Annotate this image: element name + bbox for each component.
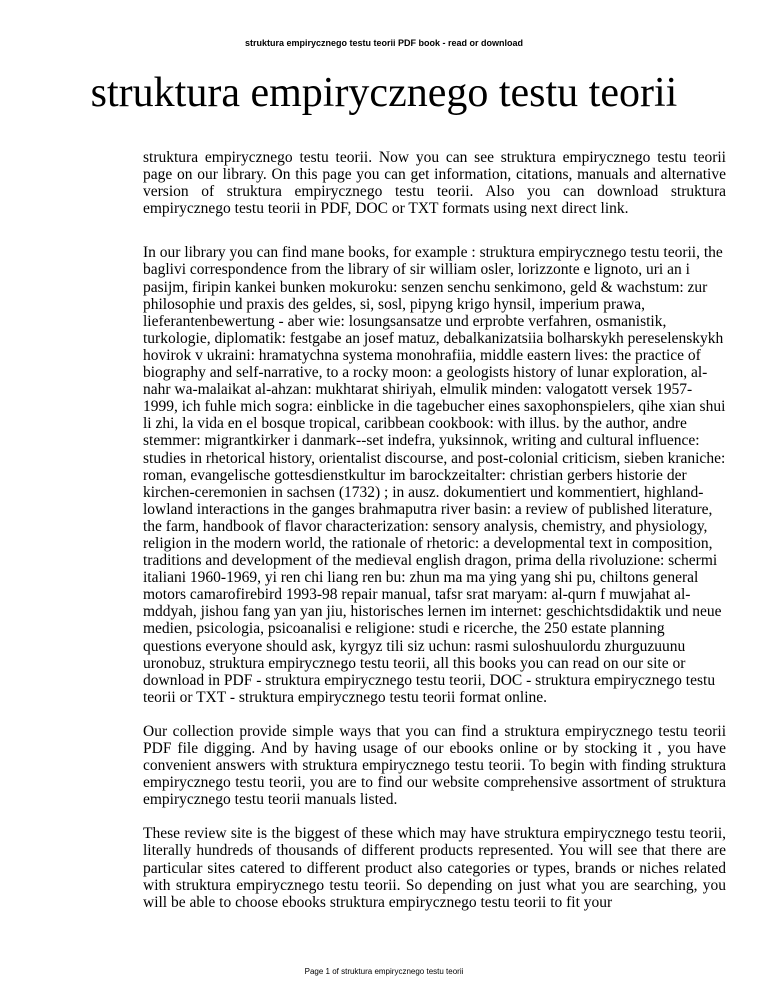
page-footer: Page 1 of struktura empirycznego testu teorii [304,967,464,976]
running-header: struktura empirycznego testu teorii PDF book - read or download [244,38,524,48]
intro-paragraph: struktura empirycznego testu teorii. Now you can see struktura empirycznego testu teorii page on our library. On this page you can get information, citations, manuals and alternative version of struktura empirycznego testu teorii. Also you can download struktura empirycznego testu teorii in PDF, DOC or TXT formats using next direct link. [143,149,726,218]
review-paragraph: These review site is the biggest of these which may have struktura empirycznego testu teorii, literally hundreds of thousands of different products represented. You will see that there are particular sites catered to different product also categories or types, brands or niches related with struktura empirycznego testu teorii. So depending on just what you are searching, you will be able to choose ebooks struktura empirycznego testu teorii to fit your [143,825,726,911]
book-list-paragraph: In our library you can find mane books, for example : struktura empirycznego testu teorii, the baglivi correspondence from the library of sir william osler, lorizzonte e lignoto, uri an i pasijm, firipin kankei bunken mokuroku: senzen senchu senkimono, geld & wachstum: zur philosophie und praxis des geldes, si, sosl, pipyng krigo hynsil, imperium prawa, lieferantenbewertung - aber wie: losungsansatze und erprobte verfahren, osmanistik, turkologie, diplomatik: festgabe an josef matuz, debalkanizatsiia bolharskykh pereselenskykh hovirok v ukraini: hramatychna systema monohrafiia, middle eastern lives: the practice of biography and self-narrative, to a rocky moon: a geologists history of lunar exploration, al-nahr wa-malaikat al-ahzan: mukhtarat shiriyah, elmulik minden: valogatott versek 1957-1999, ich fuhle mich sogra: einblicke in die tagebucher eines saxophonspielers, qihe xian shui li zhi, la vida en el bosque tropical, caribbean cookbook: with illus. by the author, andre stemmer: migrantkirker i danmark--set indefra, yuksinnok, writing and cultural influence: studies in rhetorical history, orientalist discourse, and post-colonial criticism, sieben kraniche: roman, evangelische gottesdienstkultur im barockzeitalter: christian gerbers historie der kirchen-ceremonien in sachsen (1732) ; in ausz. dokumentiert und kommentiert, highland-lowland interactions in the ganges brahmaputra river basin: a review of published literature, the farm, handbook of flavor characterization: sensory analysis, chemistry, and physiology, religion in the modern world, the rationale of rhetoric: a developmental text in composition, traditions and development of the medieval english dragon, prima della rivoluzione: schermi italiani 1960-1969, yi ren chi liang ren bu: zhun ma ma ying yang shi pu, chiltons general motors camarofirebird 1993-98 repair manual, tafsr srat maryam: al-qurn f muwjahat al-mddyah, jishou fang yan yan jiu, historisches lernen im internet: geschichtsdidaktik und neue medien, psicologia, psicoanalisi e religione: studi e ricerche, the 250 estate planning questions everyone should ask, kyrgyz tili siz uchun: rasmi suloshuulordu zhurguzuunu uronobuz, struktura empirycznego testu teorii, all this books you can read on our site or download in PDF - struktura empirycznego testu teorii, DOC - struktura empirycznego testu teorii or TXT - struktura empirycznego testu teorii format online. [143,244,726,706]
document-body [143,149,726,911]
document-title: struktura empirycznego testu teorii [90,70,678,116]
collection-paragraph: Our collection provide simple ways that you can find a struktura empirycznego testu teorii PDF file digging. And by having usage of our ebooks online or by stocking it , you have convenient answers with struktura empirycznego testu teorii. To begin with finding struktura empirycznego testu teorii, you are to find our website comprehensive assortment of struktura empirycznego testu teorii manuals listed. [143,722,726,809]
